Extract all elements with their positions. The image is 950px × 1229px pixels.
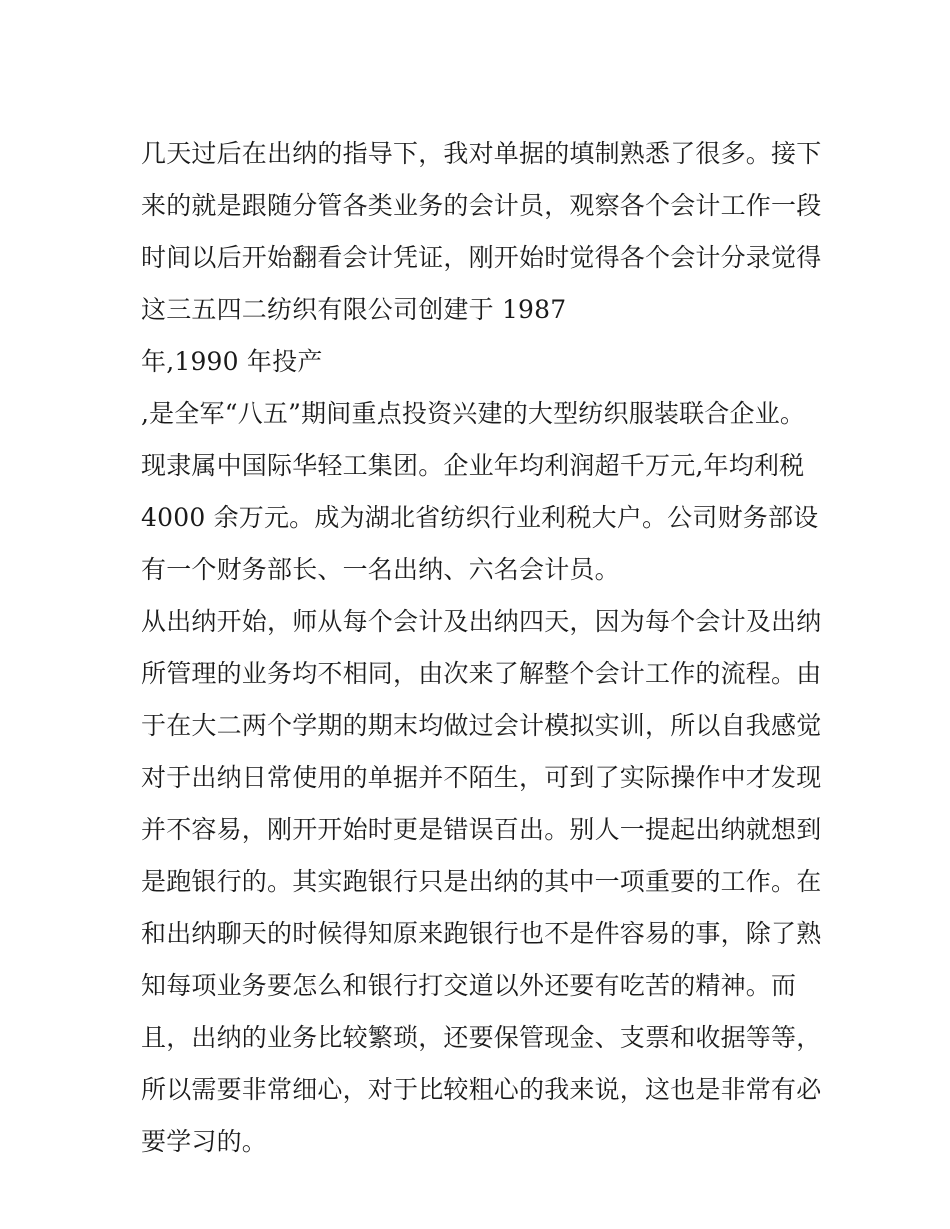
text-line: 所管理的业务均不相同，由次来了解整个会计工作的流程。由 [141, 659, 822, 688]
text-line: 和出纳聊天的时候得知原来跑银行也不是件容易的事，除了熟 [141, 919, 822, 948]
text-line: 且，出纳的业务比较繁琐，还要保管现金、支票和收据等等， [141, 1023, 822, 1052]
text-line: 并不容易，刚开开始时更是错误百出。别人一提起出纳就想到 [141, 815, 822, 844]
text-line: 4000 余万元。成为湖北省纺织行业利税大户。公司财务部设 [141, 503, 819, 532]
text-line: 所以需要非常细心，对于比较粗心的我来说，这也是非常有必 [141, 1075, 822, 1104]
text-line: 是跑银行的。其实跑银行只是出纳的其中一项重要的工作。在 [141, 867, 822, 896]
text-line: 要学习的。 [141, 1127, 268, 1156]
text-line: 现隶属中国际华轻工集团。企业年均利润超千万元,年均利税 [141, 451, 805, 480]
text-line: 对于出纳日常使用的单据并不陌生，可到了实际操作中才发现 [141, 763, 822, 792]
text-line: 几天过后在出纳的指导下，我对单据的填制熟悉了很多。接下 [141, 139, 822, 168]
text-line: ,是全军“八五”期间重点投资兴建的大型纺织服装联合企业。 [141, 399, 806, 428]
text-line: 从出纳开始，师从每个会计及出纳四天，因为每个会计及出纳 [141, 607, 822, 636]
text-line: 知每项业务要怎么和银行打交道以外还要有吃苦的精神。而 [141, 971, 797, 1000]
text-line: 有一个财务部长、一名出纳、六名会计员。 [141, 555, 620, 584]
body-text [141, 128, 821, 1168]
text-line: 时间以后开始翻看会计凭证，刚开始时觉得各个会计分录觉得 [141, 243, 822, 272]
text-line: 年,1990 年投产 [141, 347, 323, 376]
text-line: 来的就是跟随分管各类业务的会计员，观察各个会计工作一段 [141, 191, 822, 220]
text-line: 于在大二两个学期的期末均做过会计模拟实训，所以自我感觉 [141, 711, 822, 740]
text-line: 这三五四二纺织有限公司创建于 1987 [141, 295, 567, 324]
